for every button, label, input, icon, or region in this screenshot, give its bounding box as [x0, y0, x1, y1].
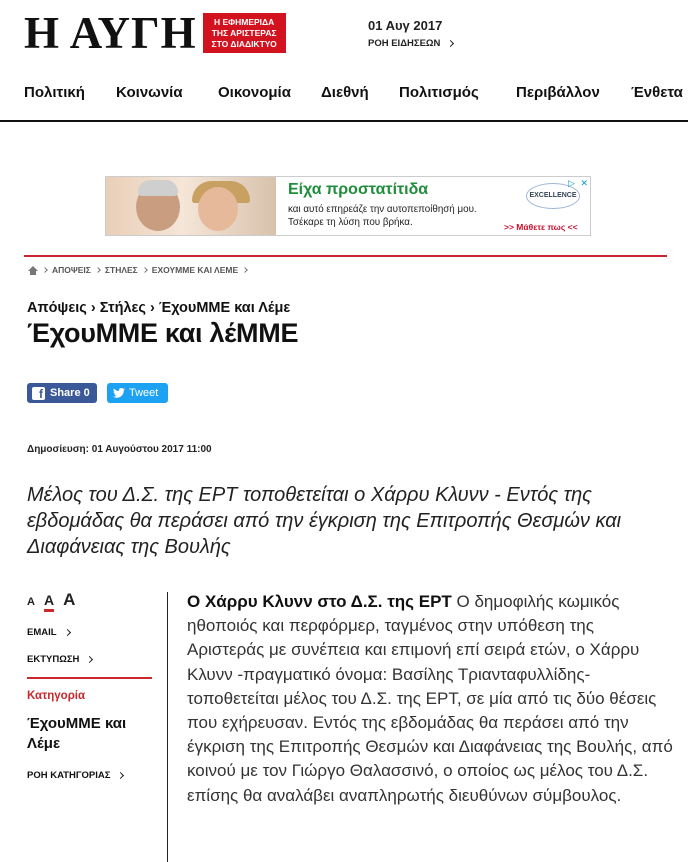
home-icon[interactable]: [28, 266, 38, 275]
article-body: [187, 590, 673, 808]
tagline-line: ΣΤΟ ΔΙΑΔΙΚΤΥΟ: [211, 38, 277, 49]
chevron-right-icon: [242, 267, 248, 273]
nav-item-politics[interactable]: Πολιτική: [24, 84, 85, 101]
nav-item-culture[interactable]: Πολιτισμός: [399, 84, 479, 101]
font-size-large-button[interactable]: A: [63, 590, 76, 609]
page-title: ΈχουΜΜΕ και λέΜΜΕ: [27, 318, 299, 348]
font-size-medium-button[interactable]: A: [44, 592, 54, 612]
ad-person-woman: [198, 187, 238, 231]
logo-tagline: [203, 13, 286, 53]
current-date: 01 Αυγ 2017: [368, 18, 443, 33]
ad-brand-logo: EXCELLENCE: [526, 183, 580, 209]
nav-item-society[interactable]: Κοινωνία: [116, 84, 183, 101]
tagline-line: ΤΗΣ ΑΡΙΣΤΕΡΑΣ: [211, 27, 277, 38]
breadcrumb-item-column[interactable]: ΕΧΟΥΜΜΕ ΚΑΙ ΛΕΜΕ: [152, 265, 247, 275]
ad-learn-more-link[interactable]: >> Μάθετε πως <<: [504, 222, 578, 232]
email-link[interactable]: [27, 627, 70, 638]
ad-title: Είχα προστατίτιδα: [288, 181, 429, 198]
column-divider: [167, 592, 168, 862]
published-date: Δημοσίευση: 01 Αυγούστου 2017 11:00: [27, 444, 212, 455]
chevron-right-icon: [117, 772, 124, 779]
chevron-right-icon: [42, 267, 48, 273]
facebook-share-label: Share 0: [50, 387, 90, 399]
sidebar-divider: [27, 677, 152, 679]
chevron-right-icon: [142, 267, 148, 273]
chevron-right-icon: [86, 656, 93, 663]
nav-item-environment[interactable]: Περιβάλλον: [516, 84, 600, 101]
section-kicker[interactable]: Απόψεις › Στήλες › ΈχουΜΜΕ και Λέμε: [27, 300, 291, 316]
nav-item-inserts[interactable]: Ένθετα: [631, 84, 683, 101]
main-nav: [0, 80, 688, 122]
category-feed-link[interactable]: [27, 770, 123, 781]
print-link[interactable]: [27, 654, 92, 665]
font-size-controls: [27, 590, 84, 612]
font-size-small-button[interactable]: A: [27, 596, 35, 608]
chevron-right-icon: [95, 267, 101, 273]
nav-item-international[interactable]: Διεθνή: [321, 84, 369, 101]
news-feed-label: ΡΟΗ ΕΙΔΗΣΕΩΝ: [368, 38, 441, 49]
breadcrumb-item-columns[interactable]: ΣΤΗΛΕΣ: [105, 265, 147, 275]
category-label: Κατηγορία: [27, 690, 86, 702]
facebook-share-button[interactable]: [27, 383, 97, 403]
print-label: ΕΚΤΥΠΩΣΗ: [27, 654, 80, 665]
twitter-tweet-label: Tweet: [129, 387, 159, 399]
date-box: [368, 18, 453, 49]
category-feed-label: ΡΟΗ ΚΑΤΗΓΟΡΙΑΣ: [27, 770, 111, 781]
breadcrumb-item-opinions[interactable]: ΑΠΟΨΕΙΣ: [52, 265, 100, 275]
nav-item-economy[interactable]: Οικονομία: [218, 84, 291, 101]
ad-text-line: και αυτό επηρεάζε την αυτοπεποίθησή μου.: [288, 204, 477, 215]
ad-info-icon[interactable]: ▷: [568, 178, 575, 188]
advertisement-banner[interactable]: [105, 176, 591, 236]
ad-close-icon[interactable]: [568, 178, 588, 190]
tagline-line: Η ΕΦΗΜΕΡΙΔΑ: [213, 16, 275, 27]
email-label: EMAIL: [27, 627, 57, 638]
chevron-right-icon: [447, 40, 454, 47]
ad-photo: [106, 177, 276, 235]
twitter-tweet-button[interactable]: [107, 383, 168, 403]
close-icon[interactable]: ✕: [580, 178, 588, 188]
category-link[interactable]: ΈχουΜΜΕ και Λέμε: [27, 715, 127, 752]
chevron-right-icon: [64, 629, 71, 636]
logo-text: Η ΑΥΓΗ: [24, 7, 197, 58]
site-logo[interactable]: [24, 7, 286, 58]
breadcrumb: [24, 255, 667, 275]
article-body-text: Ο δημοφιλής κωμικός ηθοποιός και περφόρμερ, ταγμένος στην υπόθεση της Αριστεράς με συνέπεια και επιμονή επί σειρά ετών, ο Χάρρυ Κλυνν -πραγματικό όνομα: Βασίλης Τριανταφυλλίδης- τοποθετείται μέλος του Δ.Σ. της ΕΡΤ, σε μία από τις δύο θέσεις που εχήρευσαν. Εντός της εβδομάδας θα περάσει από την έγκριση της Επιτροπής Θεσμών και Διαφάνειας της Βουλής, από κοινού με τον Γιώργο Θαλασσινό, ο οποίος ως μέλος του Δ.Σ. επίσης θα αναλάβει αναπληρωτής διευθύνων σύμβουλος.: [187, 592, 673, 805]
article-body-lead: Ο Χάρρυ Κλυνν στο Δ.Σ. της ΕΡΤ: [187, 592, 452, 611]
article-lede: Μέλος του Δ.Σ. της ΕΡΤ τοποθετείται ο Χάρρυ Κλυνν - Εντός της εβδομάδας θα περάσει από την έγκριση της Επιτροπής Θεσμών και Διαφάνειας της Βουλής: [27, 484, 622, 558]
ad-person-man-hair: [138, 180, 178, 196]
ad-text-line: Τσέκαρε τη λύση που βρήκα.: [288, 217, 413, 228]
facebook-icon: f: [32, 387, 45, 400]
news-feed-link[interactable]: [368, 38, 453, 49]
twitter-bird-icon: [113, 388, 125, 398]
